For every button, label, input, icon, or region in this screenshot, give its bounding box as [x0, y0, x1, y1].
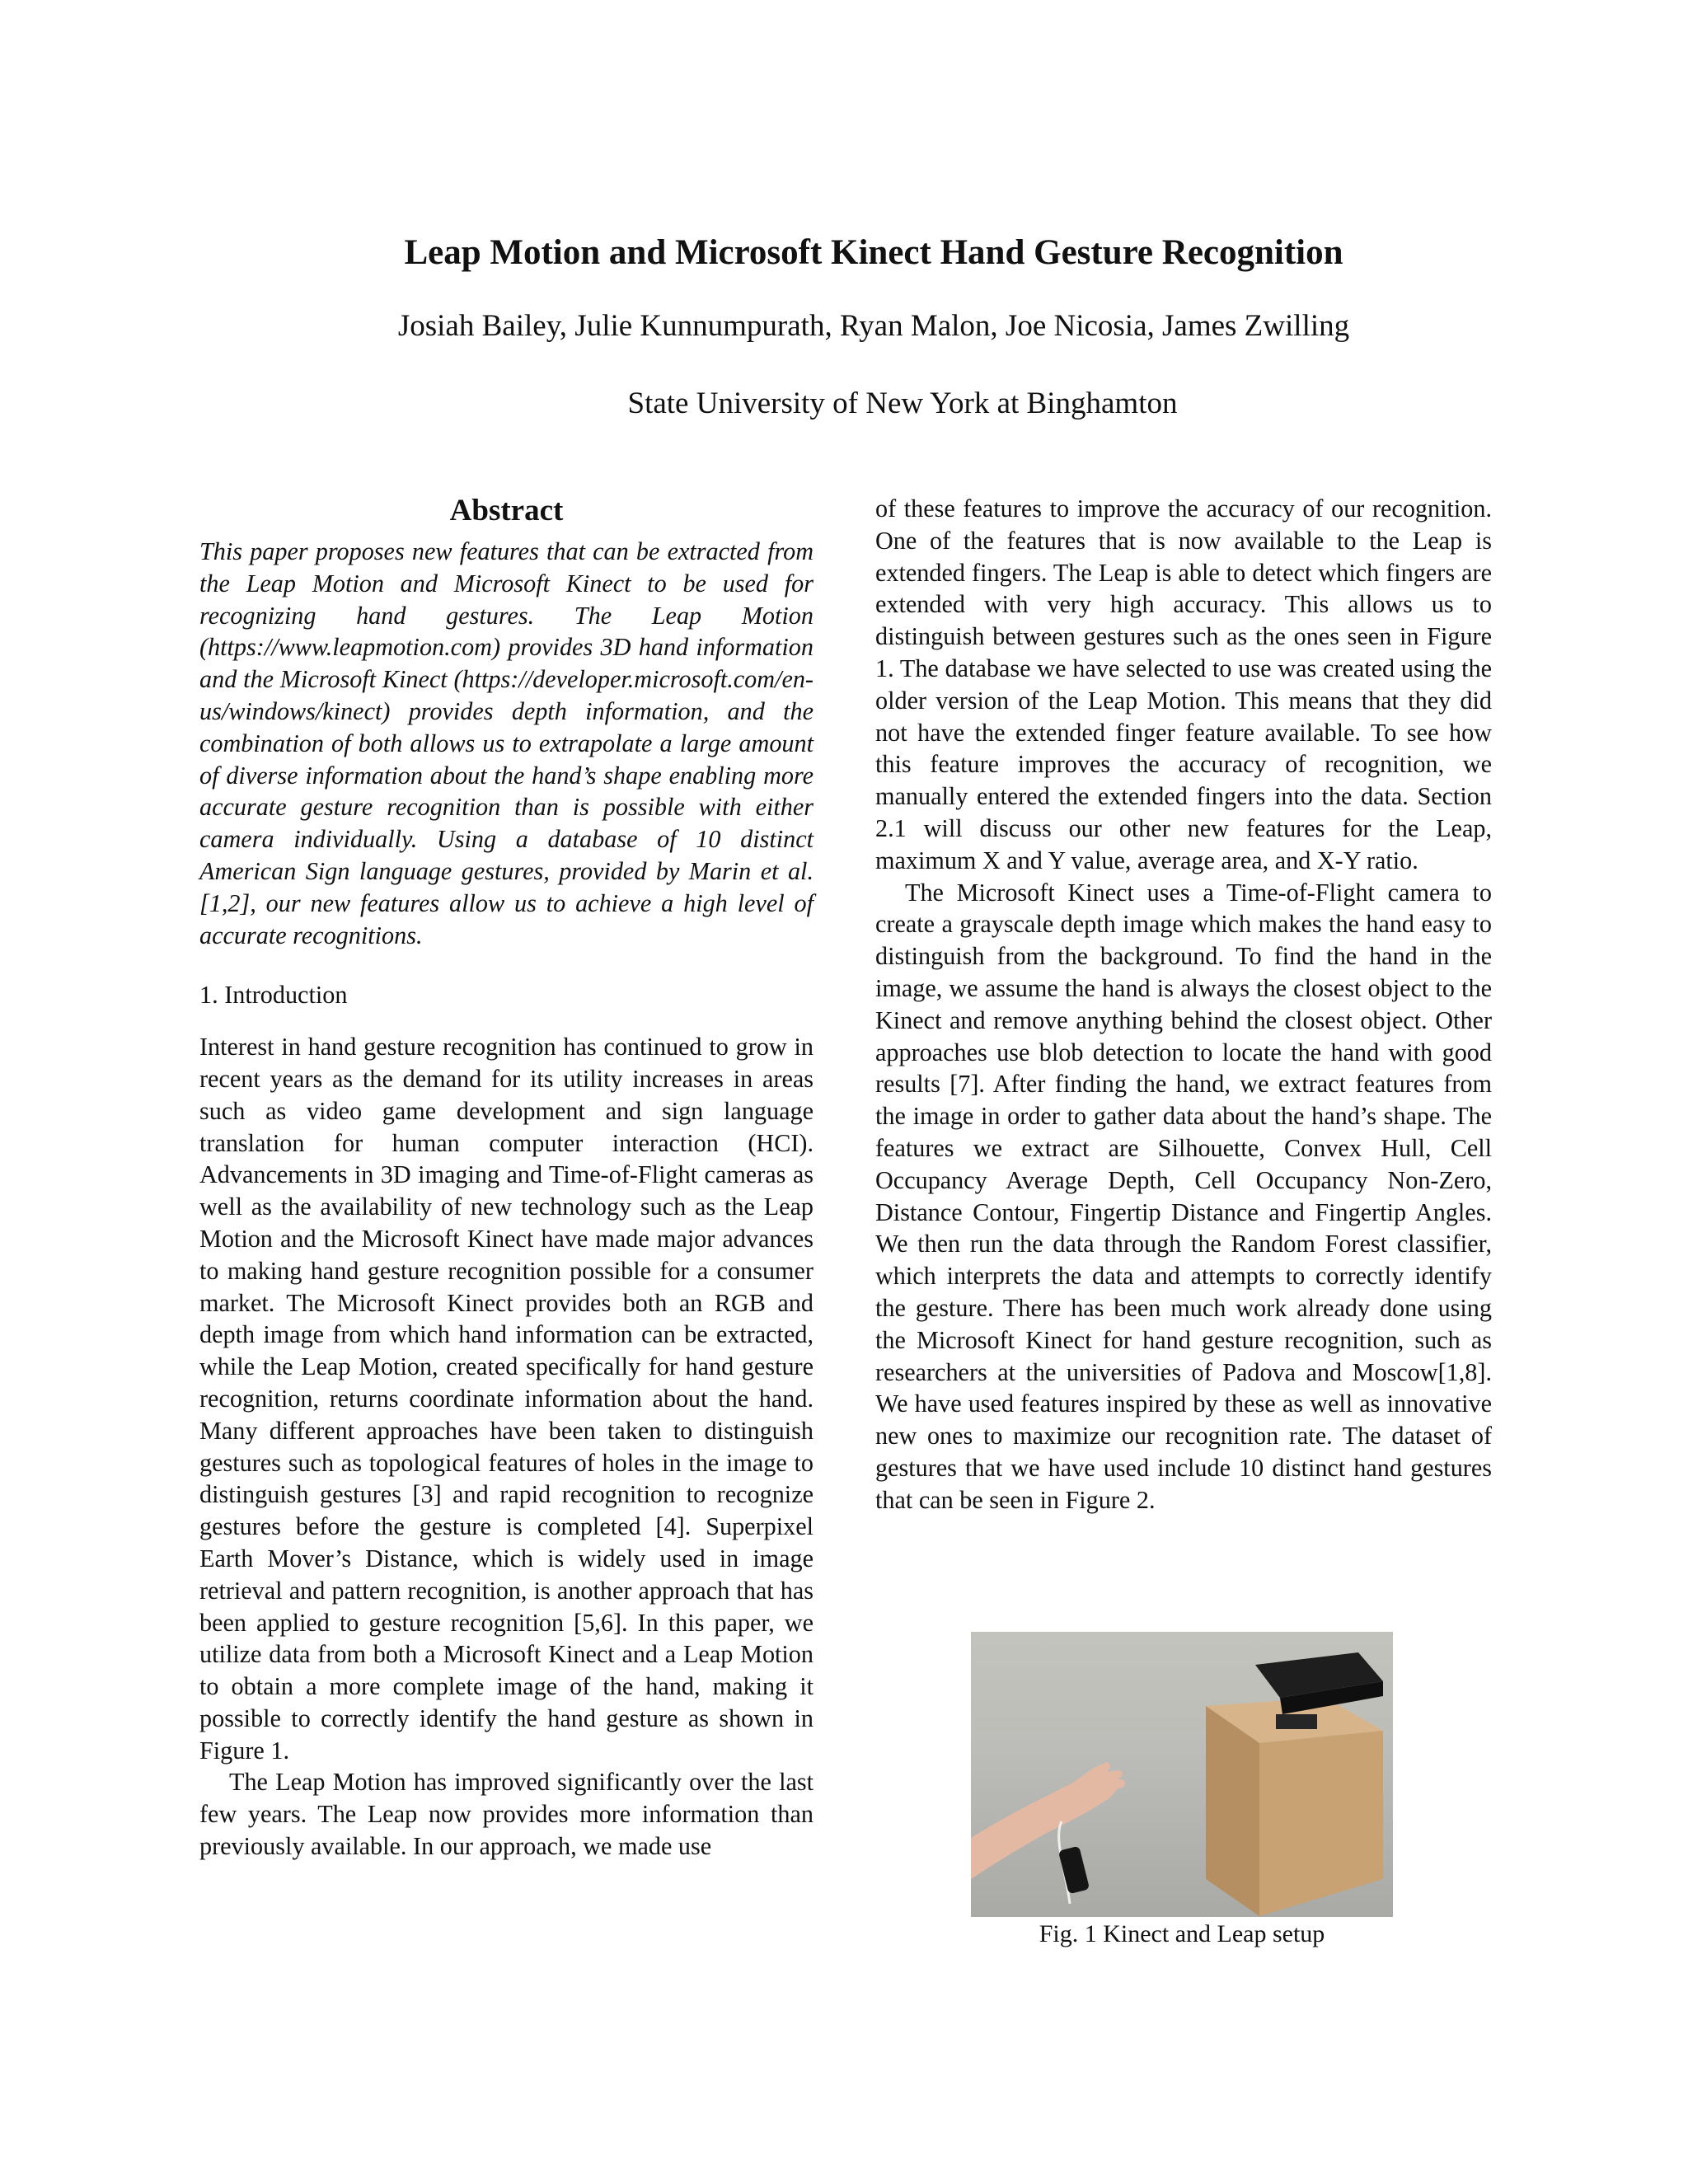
- setup-photo: [971, 1632, 1393, 1917]
- right-column: [875, 493, 1492, 1516]
- box-side: [1206, 1706, 1259, 1916]
- paper-title: Leap Motion and Microsoft Kinect Hand Gesture Recognition: [404, 233, 1343, 272]
- figure-kinect-leap-setup: [971, 1632, 1393, 1917]
- left-column: [199, 493, 814, 1863]
- abstract-text: This paper proposes new features that can be extracted from the Leap Motion and Microsoft Kinect to be used for recognizing hand gestures. The Leap Motion (https://www.leapmotion.com) provides 3D hand information and the Microsoft Kinect (https://developer.microsoft.com/en-us/windows/kinect) provides depth information, and the combination of both allows us to extrapolate a large amount of diverse information about the hand’s shape enabling more accurate gesture recognition than is possible with either camera individually. Using a database of 10 distinct American Sign language gestures, provided by Marin et al. [1,2], our new features allow us to achieve a high level of accurate recognitions.: [199, 537, 814, 949]
- intro-paragraph-2-continued: of these features to improve the accuracy of our recognition. One of the features that is now available to the Leap is extended fingers. The Leap is able to detect which fingers are extended with very high accuracy. This allows us to distinguish between gestures such as the ones seen in Figure 1. The database we have selected to use was created using the older version of the Leap Motion. This means that they did not have the extended finger feature available. To see how this feature improves the accuracy of recognition, we manually entered the extended fingers into the data. Section 2.1 will discuss our other new features for the Leap, maximum X and Y value, average area, and X-Y ratio.: [875, 494, 1492, 874]
- abstract-heading: Abstract: [449, 494, 564, 527]
- author-list: Josiah Bailey, Julie Kunnumpurath, Ryan Malon, Joe Nicosia, James Zwilling: [397, 309, 1350, 343]
- section-heading-introduction: 1. Introduction: [199, 981, 348, 1010]
- intro-paragraph-3: The Microsoft Kinect uses a Time-of-Flight camera to create a grayscale depth image which makes the hand easy to distinguish from the background. To find the hand in the image, we assume the hand is always the closest object to the Kinect and remove anything behind the closest object. Other approaches use blob detection to locate the hand with good results [7]. After finding the hand, we extract features from the image in order to gather data about the hand’s shape. The features we extract are Silhouette, Convex Hull, Cell Occupancy Average Depth, Cell Occupancy Non-Zero, Distance Contour, Fingertip Distance and Fingertip Angles. We then run the data through the Random Forest classifier, which interprets the data and attempts to correctly identify the gesture. There has been much work already done using the Microsoft Kinect for hand gesture recognition, such as researchers at the universities of Padova and Moscow[1,8]. We have used features inspired by these as well as innovative new ones to maximize our recognition rate. The dataset of gestures that we have used include 10 distinct hand gestures that can be seen in Figure 2.: [875, 878, 1492, 1514]
- figure-caption: Fig. 1 Kinect and Leap setup: [1039, 1920, 1325, 1947]
- affiliation: State University of New York at Binghamton: [627, 387, 1178, 420]
- intro-paragraph-1: Interest in hand gesture recognition has continued to grow in recent years as the demand for its utility increases in areas such as video game development and sign language translation for human computer interaction (HCI). Advancements in 3D imaging and Time-of-Flight cameras as well as the availability of new technology such as the Leap Motion and the Microsoft Kinect have made major advances to making hand gesture recognition possible for a consumer market. The Microsoft Kinect provides both an RGB and depth image from which hand information can be extracted, while the Leap Motion, created specifically for hand gesture recognition, returns coordinate information about the hand. Many different approaches have been taken to distinguish gestures such as topological features of holes in the image to distinguish gestures [3] and rapid recognition to recognize gestures before the gesture is completed [4]. Superpixel Earth Mover’s Distance, which is widely used in image retrieval and pattern recognition, is another approach that has been applied to gesture recognition [5,6]. In this paper, we utilize data from both a Microsoft Kinect and a Leap Motion to obtain a more complete image of the hand, making it possible to correctly identify the hand gesture as shown in Figure 1.: [199, 1033, 814, 1765]
- intro-paragraph-2-start: The Leap Motion has improved significantly over the last few years. The Leap now provides more information than previously available. In our approach, we made use: [199, 1768, 814, 1861]
